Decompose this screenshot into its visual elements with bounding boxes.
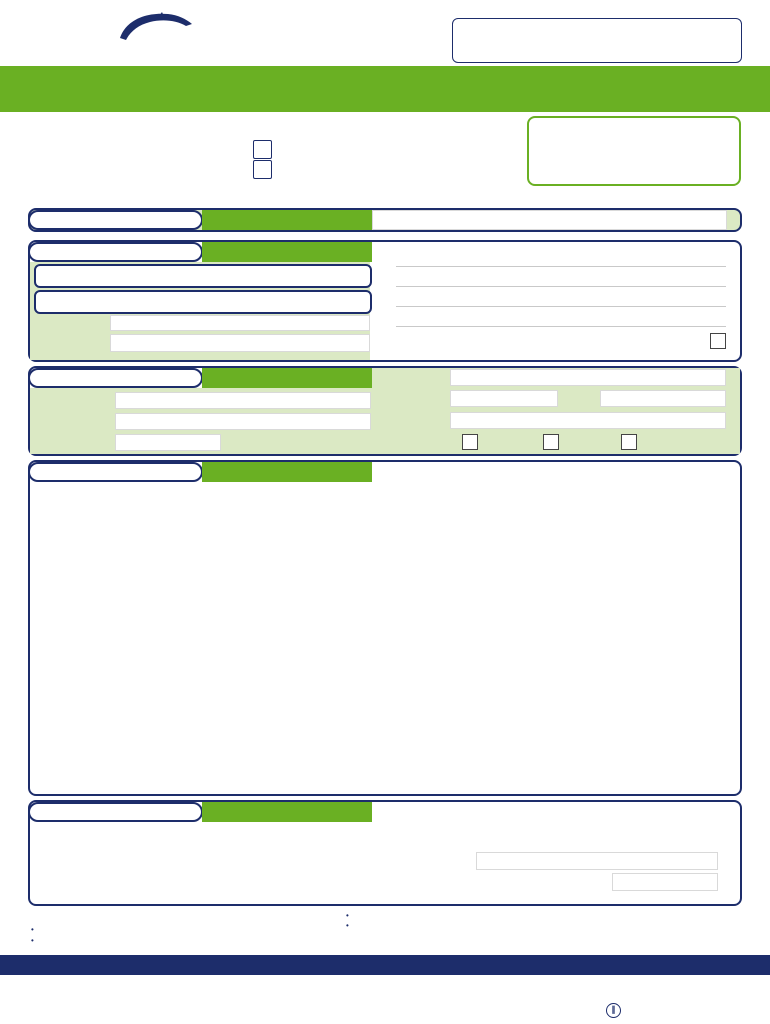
email-input[interactable]	[110, 334, 370, 352]
allianz-eagle-icon: ∥	[606, 1003, 621, 1018]
section-4-tab	[28, 462, 203, 482]
address-line-2[interactable]	[396, 286, 726, 287]
breed-input[interactable]	[450, 369, 726, 386]
height-input[interactable]	[600, 390, 726, 407]
firstname-field[interactable]	[34, 290, 372, 314]
petplan-logo	[28, 10, 228, 64]
allianz-logo	[606, 1003, 621, 1018]
notes-right	[346, 911, 736, 931]
new-illness-checkbox[interactable]	[253, 140, 272, 159]
stable-input[interactable]	[115, 392, 371, 409]
policy-number-input[interactable]	[372, 210, 727, 230]
section-1-tab	[28, 210, 203, 230]
section-5-tab	[28, 802, 203, 822]
horse-head-icon	[116, 10, 196, 42]
warning-banner	[0, 955, 770, 975]
section-4	[28, 460, 742, 796]
payee-heading	[202, 802, 372, 822]
section-2-tab	[28, 242, 203, 262]
address-line-3[interactable]	[396, 306, 726, 307]
office-use-box	[452, 18, 742, 63]
note-item: •	[31, 936, 37, 945]
title-bar	[0, 66, 770, 112]
policy-number-heading	[202, 210, 372, 230]
postcode-line[interactable]	[396, 326, 726, 327]
about-you-heading	[202, 242, 372, 262]
registered-input[interactable]	[115, 413, 371, 430]
section-3-tab	[28, 368, 203, 388]
note-item: •	[31, 925, 37, 934]
address-line-1[interactable]	[396, 266, 726, 267]
stallion-checkbox[interactable]	[462, 434, 478, 450]
help-box	[527, 116, 741, 186]
address-change-checkbox[interactable]	[710, 333, 726, 349]
purchase-input[interactable]	[115, 434, 221, 451]
gelding-checkbox[interactable]	[543, 434, 559, 450]
dob-input[interactable]	[450, 390, 558, 407]
contact-input[interactable]	[110, 315, 370, 331]
mare-checkbox[interactable]	[621, 434, 637, 450]
surname-field[interactable]	[34, 264, 372, 288]
colour-input[interactable]	[450, 412, 726, 429]
note-right-1: •	[346, 911, 352, 920]
ph-name-input[interactable]	[476, 852, 718, 870]
notes-list	[31, 924, 36, 946]
note-right-2: •	[346, 921, 352, 930]
date-input[interactable]	[612, 873, 718, 891]
about-horse-heading	[202, 368, 372, 388]
illness-heading	[202, 462, 372, 482]
continuation-checkbox[interactable]	[253, 160, 272, 179]
